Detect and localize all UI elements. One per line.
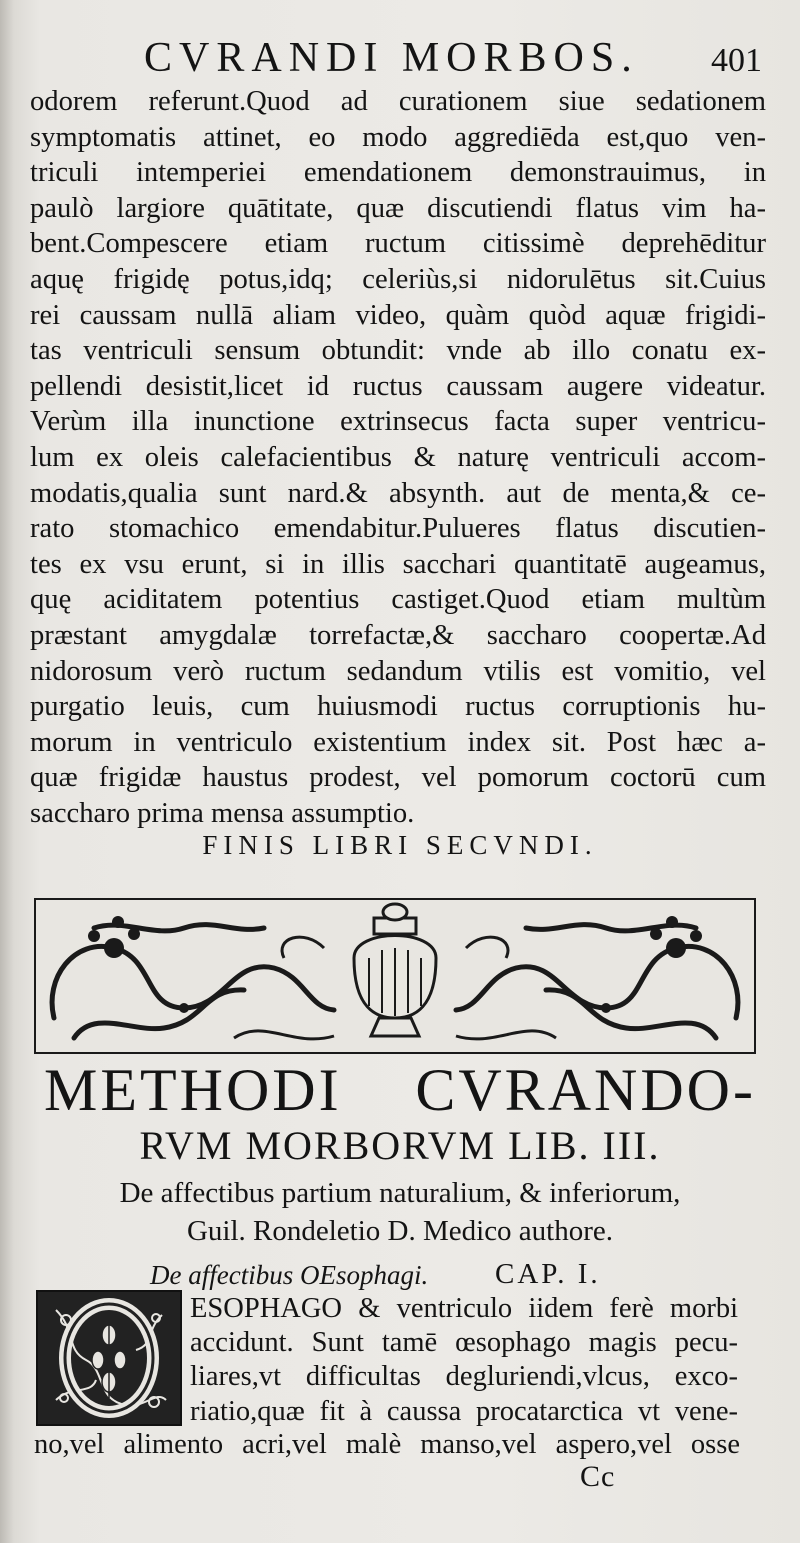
page-number: 401 <box>711 42 762 79</box>
text-line: riatio,quæ fit à caussa procatarctica vt vene- <box>190 1395 738 1427</box>
text-line: nidorosum verò ructum sedandum vtilis est vomitio, vel <box>30 655 766 687</box>
text-line: odorem referunt.Quod ad curationem siue sedationem <box>30 86 766 117</box>
decorated-initial <box>36 1286 182 1426</box>
chapter-number: CAP. I. <box>495 1258 601 1290</box>
text-line: liares,vt difficultas degluriendi,vlcus, exco- <box>190 1361 738 1393</box>
body-text <box>30 84 766 831</box>
text-line: pellendi desistit,licet id ructus caussam augere videatur. <box>30 370 766 402</box>
chapter-title: De affectibus OEsophagi. <box>150 1260 429 1290</box>
book-description <box>0 1174 800 1250</box>
text-line: symptomatis attinet, eo modo aggrediēda est,quo ven- <box>30 121 766 153</box>
text-line: paulò largiore quātitate, quæ discutiendi flatus vim ha- <box>30 192 766 224</box>
text-line-bottom: no,vel alimento acri,vel malè manso,vel aspero,vel osse <box>34 1429 740 1460</box>
text-line: rato stomachico emendabitur.Pulueres flatus discutien- <box>30 513 766 545</box>
chapter-heading <box>150 1256 750 1292</box>
text-line: aquę frigidę potus,idq; celeriùs,si nidorulētus sit.Cuius <box>30 263 766 295</box>
book-title-line-1: METHODI CVRANDO- <box>44 1057 756 1123</box>
description-line-1: De affectibus partium naturalium, & inferiorum, <box>119 1177 681 1209</box>
signature-mark: Cc <box>580 1460 616 1493</box>
text-line: morum in ventriculo existentium index sit. Post hæc a- <box>30 726 766 758</box>
text-line-last: saccharo prima mensa assumptio. <box>30 797 415 829</box>
book-title-line-2: RVM MORBORVM LIB. III. <box>139 1123 661 1168</box>
text-line: ESOPHAGO & ventriculo iidem ferè morbi <box>190 1293 738 1324</box>
finis-libri-line: FINIS LIBRI SECVNDI. <box>202 830 598 860</box>
text-line: quę aciditatem potentius castiget.Quod etiam multùm <box>30 584 766 616</box>
text-line: purgatio leuis, cum huiusmodi ructus corruptionis hu- <box>30 691 766 723</box>
text-line: lum ex oleis calefacientibus & naturę ventriculi accom- <box>30 441 766 473</box>
text-line: triculi intemperiei emendationem demonstrauimus, in <box>30 157 766 189</box>
running-head <box>34 30 770 86</box>
description-line-2: Guil. Rondeletio D. Medico authore. <box>186 1215 614 1247</box>
text-line: accidunt. Sunt tamē œsophago magis pecu- <box>190 1327 738 1359</box>
text-line: modatis,qualia sunt nard.& absynth. aut de menta,& ce- <box>30 477 766 509</box>
text-line: quæ frigidæ haustus prodest, vel pomorum coctorū cum <box>30 762 766 794</box>
ornamental-headpiece <box>34 898 756 1054</box>
initial-letter: O <box>40 1286 41 1287</box>
text-line: rei caussam nullā aliam video, quàm quòd aquæ frigidi- <box>30 299 766 331</box>
text-line: tes ex vsu erunt, si in illis sacchari quantitatē augeamus, <box>30 548 766 580</box>
text-line: præstant amygdalæ torrefactæ,& saccharo coopertæ.Ad <box>30 619 766 651</box>
text-line: bent.Compescere etiam ructum citissimè deprehēditur <box>30 228 766 260</box>
chapter-text <box>190 1292 738 1429</box>
running-title: CVRANDI MORBOS. <box>144 35 639 81</box>
text-line: Verùm illa inunctione extrinsecus facta super ventricu- <box>30 406 766 438</box>
text-line: tas ventriculi sensum obtundit: vnde ab illo conatu ex- <box>30 335 766 367</box>
